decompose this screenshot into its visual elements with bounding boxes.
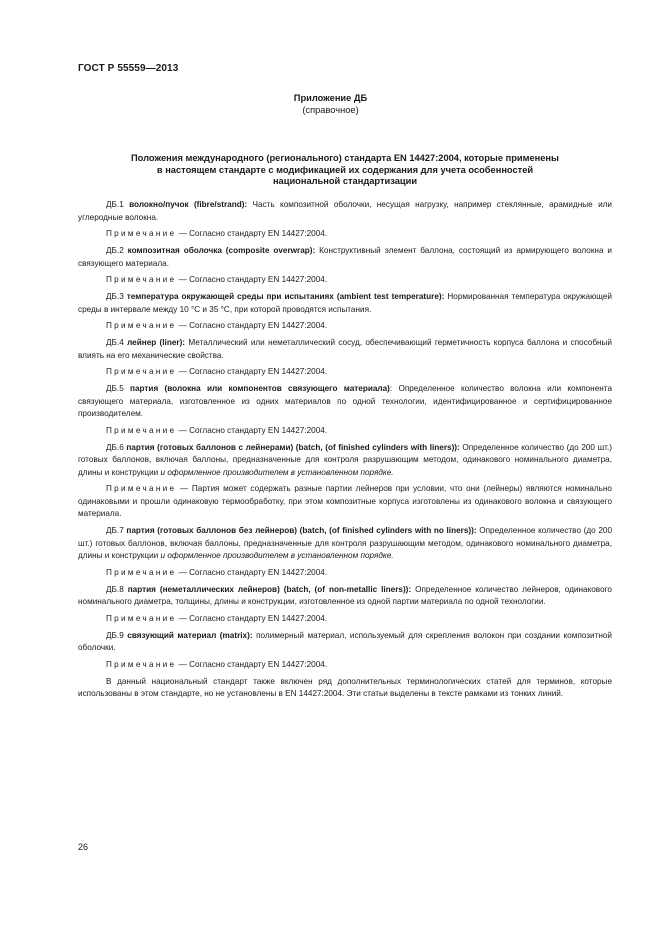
annex-heading [0, 92, 661, 116]
term-text-italic: и оформленное производителем в установленном порядке. [160, 551, 394, 560]
term-text: Определенное количество (до 200 шт.) готовых баллонов, включая баллоны, предназначенные для контроля разрушающим методом, одинакового номинального диаметра, длины и конструкции [78, 442, 612, 477]
term-number: ДБ.1 [106, 200, 130, 209]
term-name: партия (волокна или компонентов связующего материала) [130, 384, 390, 393]
term-name: партия (готовых баллонов без лейнеров) (batch, (of finished cylinders with no liners)): [126, 526, 477, 535]
note-text: Согласно стандарту EN 14427:2004. [189, 367, 328, 376]
term-number: ДБ.8 [106, 584, 128, 594]
note-label: Примечание [106, 367, 177, 376]
term-definition [78, 584, 612, 609]
term-entry [78, 525, 612, 563]
term-text-italic: и оформленное производителем в установленном порядке. [160, 467, 394, 477]
term-definition [78, 383, 612, 421]
term-number: ДБ.6 [106, 442, 127, 452]
note-label: Примечание [106, 425, 177, 435]
term-note: Примечание — Согласно стандарту EN 14427:2004. [106, 367, 328, 376]
term-name: волокно/пучок (fibre/strand): [129, 200, 248, 209]
term-text: Определенное количество (до 200 шт.) готовых баллонов, включая баллоны, предназначенные для контроля разрушающим методом, одинакового номинального диаметра, длины и конструкции [78, 526, 613, 560]
term-definition [78, 291, 612, 316]
section-title-line-2: в настоящем стандарте с модификацией их содержания для учета особенностей [156, 164, 534, 175]
term-note: Примечание — Партия может содержать разные партии лейнеров при условии, что они (лейнеры) являются номинально одинаковыми и прошли одинаковую термообработку, при этом композитные корпуса изготовлены из одинакового волокна и связующего материала. [78, 484, 612, 518]
term-name: партия (неметаллических лейнеров) (batch, (of non-metallic liners)): [127, 584, 412, 594]
note-label: Примечание [106, 229, 177, 238]
term-definition [78, 337, 612, 362]
term-number: ДБ.7 [106, 526, 127, 535]
term-text: Конструктивный элемент баллона, состоящий из армирующего волокна и связующего материала. [78, 246, 612, 268]
term-name: температура окружающей среды при испытаниях (ambient test temperature): [126, 292, 445, 301]
annex-title: Приложение ДБ [293, 93, 368, 103]
term-name: партия (готовых баллонов с лейнерами) (batch, (of finished cylinders with liners)): [126, 442, 460, 452]
term-number: ДБ.4 [106, 338, 128, 347]
term-entry [78, 337, 612, 362]
term-note: Примечание — Согласно стандарту EN 14427:2004. [106, 613, 328, 623]
term-text: Часть композитной оболочки, несущая нагрузку, например стеклянные, арамидные или углеродные волокна. [78, 200, 612, 222]
note-label: Примечание [106, 275, 177, 284]
term-number: ДБ.5 [106, 384, 131, 393]
term-name: связующий материал (matrix): [127, 630, 253, 640]
term-note: Примечание — Согласно стандарту EN 14427:2004. [106, 425, 328, 435]
note-text: Согласно стандарту EN 14427:2004. [189, 613, 328, 623]
note-label: Примечание [106, 484, 177, 493]
annex-subtitle: (справочное) [302, 105, 359, 115]
term-note: Примечание — Согласно стандарту EN 14427:2004. [106, 275, 328, 284]
term-text: полимерный материал, используемый для скрепления волокон при создании композитной оболочки. [78, 630, 612, 652]
document-body [78, 199, 612, 701]
term-entry [78, 442, 612, 480]
note-text: Согласно стандарту EN 14427:2004. [189, 275, 328, 284]
term-number: ДБ.3 [106, 292, 127, 301]
note-text: Согласно стандарту EN 14427:2004. [189, 229, 328, 238]
note-text: Согласно стандарту EN 14427:2004. [189, 425, 328, 435]
term-entry [78, 199, 612, 224]
term-definition [78, 199, 612, 224]
closing-paragraph: В данный национальный стандарт также включен ряд дополнительных терминологических статей для терминов, которые использованы в этом стандарте, но не установлены в EN 14427:2004. Эти статьи выделены в тексте рамками из тонких линий. [78, 676, 612, 698]
term-text: Нормированная температура окружающей среды в интервале между 10 °С и 35 °С, при которой проводятся испытания. [78, 292, 612, 314]
term-entry [78, 383, 612, 421]
term-number: ДБ.9 [106, 630, 128, 640]
term-note: Примечание — Согласно стандарту EN 14427:2004. [106, 321, 328, 330]
term-entry [78, 291, 612, 316]
section-title-line-3: национальной стандартизации [272, 176, 418, 186]
section-title [78, 153, 612, 188]
note-text: Согласно стандарту EN 14427:2004. [189, 567, 328, 577]
term-entry [78, 584, 612, 609]
term-definition [78, 525, 612, 563]
term-text: : Определенное количество волокна или компонента связующего материала, изготовленное из одних материалов по одной технологии, идентифицированное и сертифицированное производителем. [78, 384, 612, 418]
term-definition [78, 245, 612, 270]
term-entry [78, 245, 612, 270]
note-text: Согласно стандарту EN 14427:2004. [189, 659, 328, 669]
term-name: композитная оболочка (composite overwrap): [127, 246, 316, 255]
page-number: 26 [78, 842, 89, 852]
section-title-line-1: Положения международного (регионального) стандарта EN 14427:2004, которые применены [131, 153, 559, 163]
note-text: Партия может содержать разные партии лейнеров при условии, что они (лейнеры) являются номинально одинаковыми и прошли одинаковую термообработку, при этом композитные корпуса изготовлены из одинакового волокна и связующего материала. [78, 484, 612, 518]
note-text: Согласно стандарту EN 14427:2004. [189, 321, 328, 330]
term-name: лейнер (liner): [127, 338, 186, 347]
term-number: ДБ.2 [106, 246, 128, 255]
note-label: Примечание [106, 659, 177, 669]
term-note: Примечание — Согласно стандарту EN 14427:2004. [106, 567, 328, 577]
term-entry [78, 630, 612, 655]
term-text: Определенное количество лейнеров, одинакового номинального диаметра, толщины, длины и конструкции, изготовленное из одной партии материала по одной технологии. [78, 584, 612, 606]
standard-header: ГОСТ Р 55559—2013 [78, 63, 179, 74]
note-label: Примечание [106, 567, 177, 577]
note-label: Примечание [106, 321, 177, 330]
term-note: Примечание — Согласно стандарту EN 14427:2004. [106, 229, 328, 238]
term-text: Металлический или неметаллический сосуд, обеспечивающий герметичность корпуса баллона и способный влиять на его механические свойства. [78, 338, 612, 360]
term-note: Примечание — Согласно стандарту EN 14427:2004. [106, 659, 328, 669]
note-label: Примечание [106, 613, 177, 623]
term-definition [78, 630, 612, 655]
term-definition [78, 442, 612, 480]
